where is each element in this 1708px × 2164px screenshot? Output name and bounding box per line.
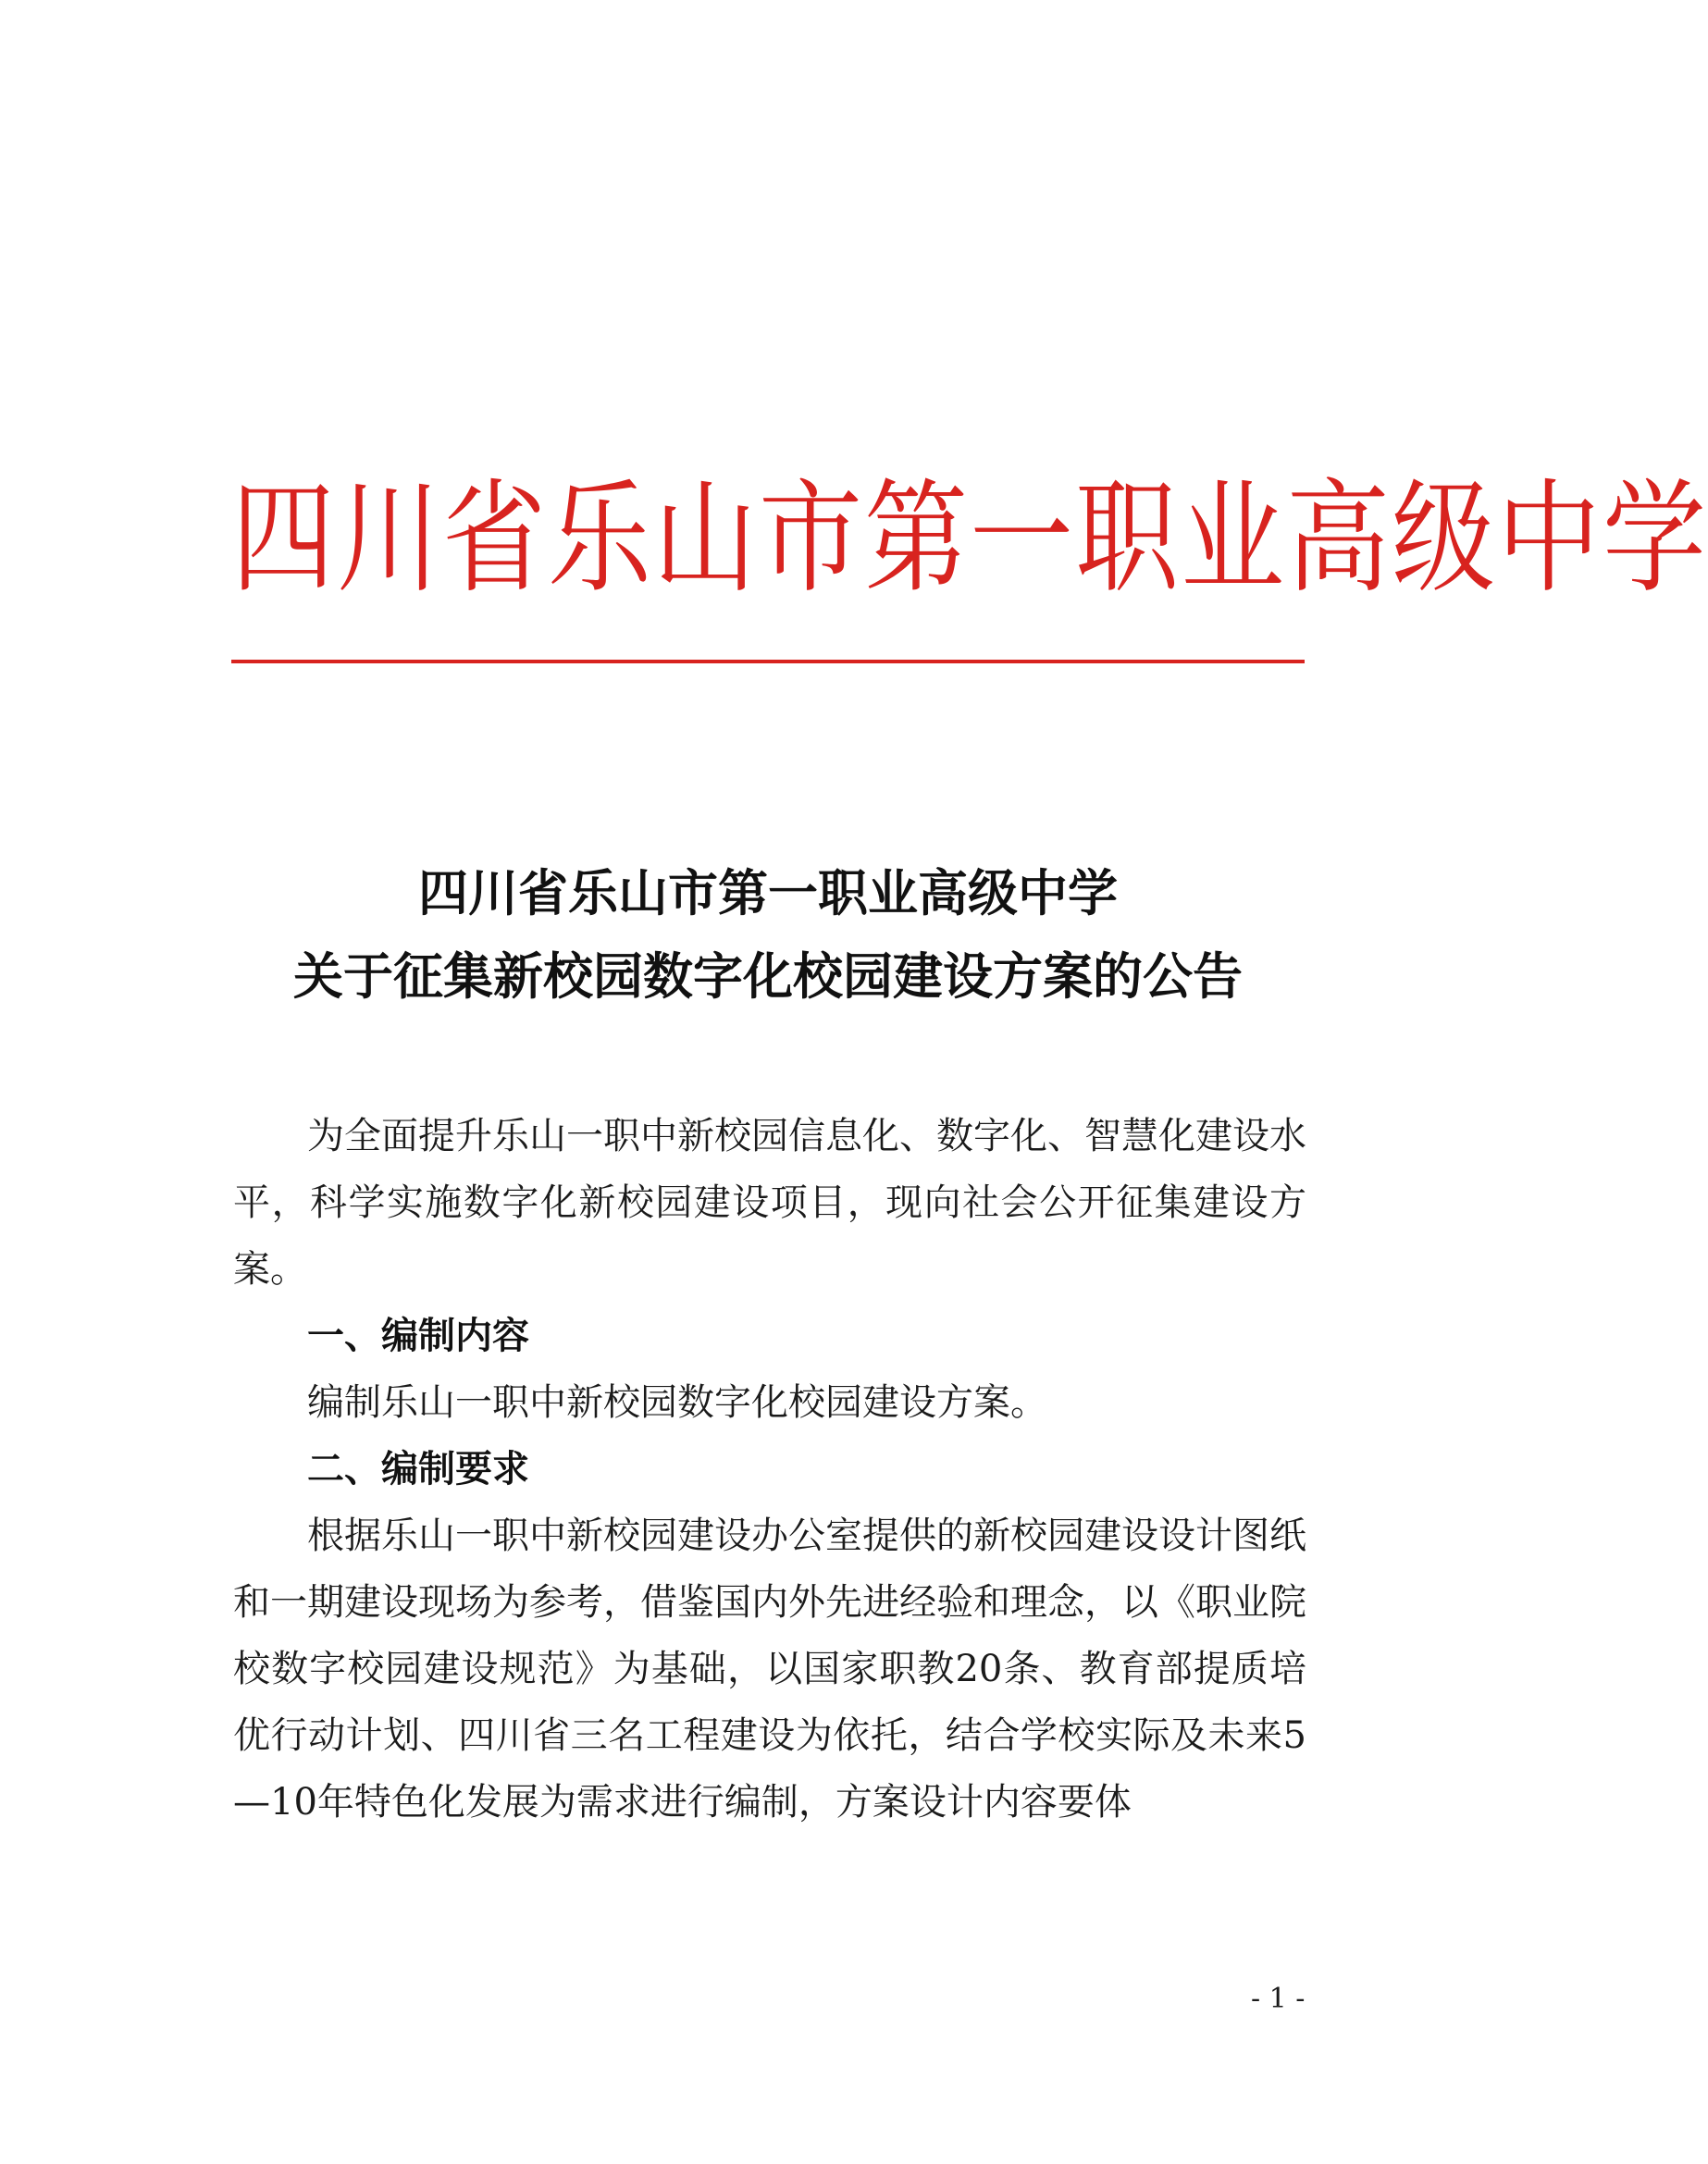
letterhead-org-name: 四川省乐山市第一职业高级中学 [231,467,1708,611]
section1-heading: 一、编制内容 [307,1315,529,1357]
document-title-line1: 四川省乐山市第一职业高级中学 [418,863,1118,922]
section2-paragraph: 根据乐山一职中新校园建设办公室提供的新校园建设设计图纸和一期建设现场为参考，借鉴国内外先进经验和理念，以《职业院校数字校园建设规范》为基础，以国家职教20条、教育部提质培优行动计划、四川省三名工程建设为依托，结合学校实际及未来5—10年特色化发展为需求进行编制，方案设计内容要体 [233,1515,1306,1824]
page-number: - 1 - [1251,1983,1306,2015]
section2-heading: 二、编制要求 [307,1448,529,1490]
letterhead-red-rule [231,660,1305,663]
document-body [233,1103,1306,1836]
section1-paragraph: 编制乐山一职中新校园数字化校园建设方案。 [307,1381,1047,1424]
document-title-line2: 关于征集新校园数字化校园建设方案的公告 [293,946,1243,1006]
intro-paragraph: 为全面提升乐山一职中新校园信息化、数字化、智慧化建设水平，科学实施数字化新校园建设项目，现向社会公开征集建设方案。 [233,1115,1306,1291]
